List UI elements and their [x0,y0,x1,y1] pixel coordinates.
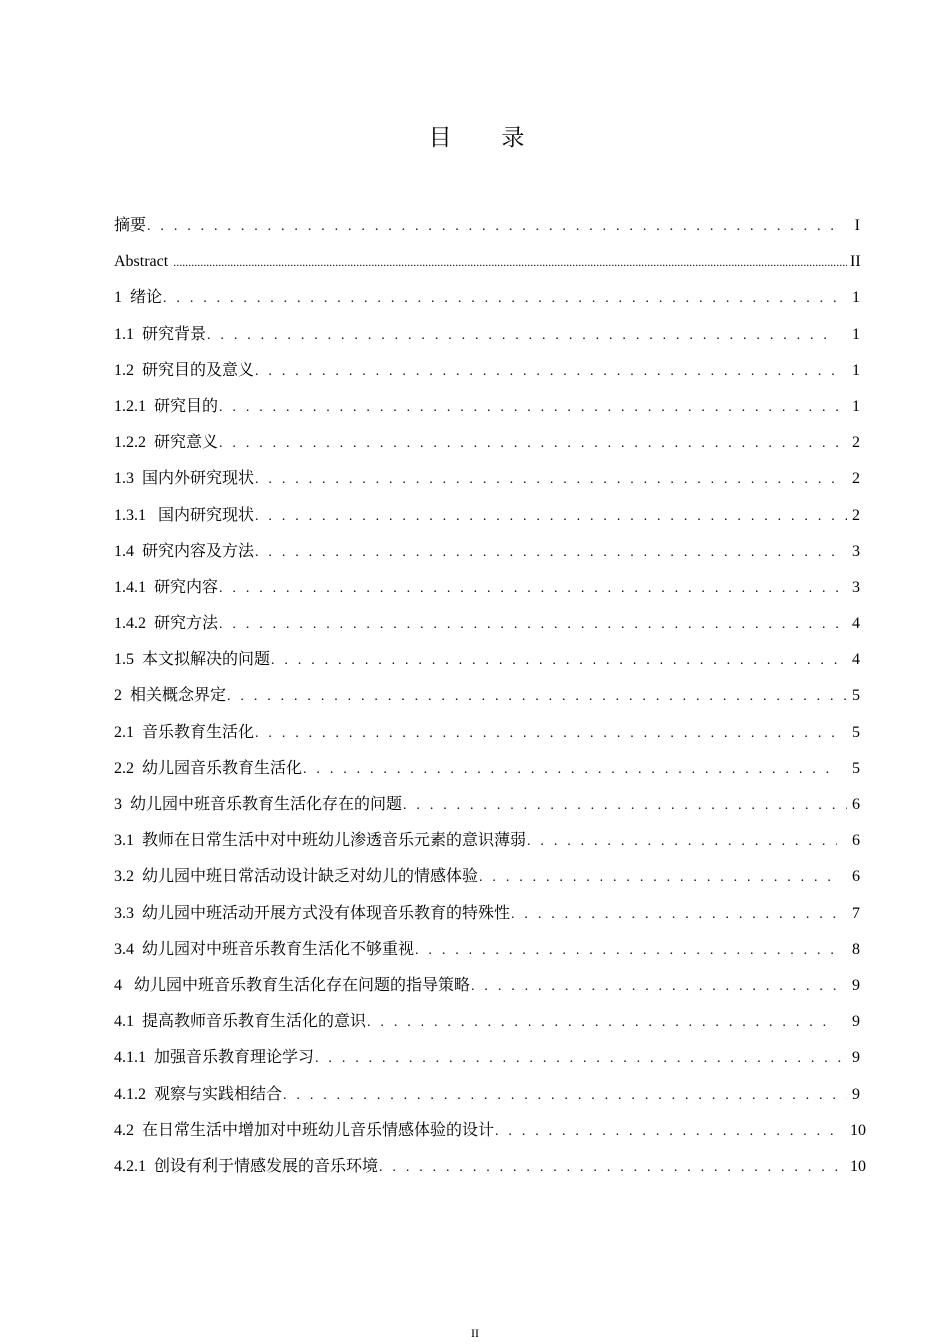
toc-entry-label: 创设有利于情感发展的音乐环境 [154,1157,379,1175]
toc-entry-number: 3.1 [114,832,142,850]
toc-entry-number: 4.2 [114,1121,142,1139]
toc-entry-page: 8 [852,940,860,958]
toc-entry-page: 2 [852,470,860,488]
toc-leader-dots [367,1005,837,1041]
toc-entry[interactable] [114,389,860,425]
toc-leader-dots [219,390,847,426]
toc-entry[interactable] [114,425,860,461]
toc-entry[interactable] [114,678,860,714]
toc-entry-page: 6 [852,832,860,850]
toc-leader-dots [255,499,847,535]
toc-entry-page: 4 [852,615,860,633]
toc-entry-number: 2.2 [114,759,142,777]
toc-entry-label: 相关概念界定 [130,687,227,705]
toc-leader-dots [471,969,847,1005]
toc-entry-page: 1 [852,361,860,379]
toc-entry-page: 2 [852,434,860,452]
toc-entry-page: 9 [852,976,860,994]
toc-entry-page: 9 [852,1049,860,1067]
toc-entry-label: 音乐教育生活化 [142,723,255,741]
toc-entry[interactable] [114,787,860,823]
toc-entry-label: 研究内容及方法 [142,542,255,560]
toc-entry-page: 4 [852,651,860,669]
toc-entry-page: 9 [852,1085,860,1103]
toc-leader-dots [479,860,837,896]
toc-entry-label: 研究目的及意义 [142,361,255,379]
toc-entry-number: 1.2.1 [114,397,154,415]
toc-entry-number: 3.4 [114,940,142,958]
toc-entry-page: 5 [852,723,860,741]
toc-entry-label: 观察与实践相结合 [154,1085,283,1103]
toc-entry[interactable] [114,715,860,751]
toc-entry-label: 提高教师音乐教育生活化的意识 [142,1013,367,1031]
toc-entry-page: II [850,253,861,271]
toc-entry[interactable] [114,932,860,968]
toc-entry-number: 1.3.1 [114,506,158,524]
toc-entry-label: 摘要 [114,217,147,234]
toc-entry[interactable] [114,968,860,1004]
toc-leader-dots [303,752,837,788]
toc-entry-number: 1.5 [114,651,142,669]
toc-entry-page: I [854,217,860,234]
toc-entry-label: 本文拟解决的问题 [142,651,271,669]
toc-leader-dots [283,1078,847,1114]
toc-entry[interactable] [114,208,860,244]
toc-entry-page: 7 [852,904,860,922]
toc-entry-number: 4.1.2 [114,1085,154,1103]
toc-leader-dots [255,354,837,390]
toc-entry-page: 9 [852,1013,860,1031]
toc-entry-label: 幼儿园中班音乐教育生活化存在问题的指导策略 [134,976,471,994]
toc-entry-number: 4.2.1 [114,1157,154,1175]
toc-entry[interactable] [114,1149,866,1185]
footer-page-number: II [471,1326,479,1340]
toc-leader-dots [255,535,837,571]
toc-entry[interactable] [114,280,860,316]
toc-entry-page: 3 [852,542,860,560]
toc-entry-label: 研究意义 [154,434,219,452]
toc-entry-label: 幼儿园中班活动开展方式没有体现音乐教育的特殊性 [142,904,511,922]
toc-entry-number: 1.1 [114,325,142,343]
toc-entry-label: 研究方法 [154,615,219,633]
toc-entry-number: 1.4.2 [114,615,154,633]
toc-entry-label: 研究内容 [154,578,219,596]
toc-entry[interactable] [114,244,860,280]
toc-leader-dots [527,824,837,860]
toc-entry-number: 2.1 [114,723,142,741]
toc-entry[interactable] [114,534,860,570]
toc-entry-page: 1 [852,397,860,415]
toc-entry-page: 10 [850,1157,866,1175]
toc-entry-label: 绪论 [130,289,163,307]
toc-entry-label: Abstract [114,253,173,271]
toc-entry[interactable] [114,751,860,787]
toc-leader-dots [147,209,837,245]
toc-entry-number: 4.1.1 [114,1049,154,1067]
toc-leader-dots [255,716,837,752]
toc-leader-dots [219,426,847,462]
toc-leader-dots [227,679,847,715]
toc-entry-number: 4.1 [114,1013,142,1031]
toc-entry-page: 6 [852,796,860,813]
toc-entry-label: 幼儿园中班日常活动设计缺乏对幼儿的情感体验 [142,868,479,886]
toc-entry[interactable] [114,1113,866,1149]
toc-entry-number: 3.3 [114,904,142,922]
toc-entry-label: 国内研究现状 [158,506,255,524]
toc-entry-label: 幼儿园音乐教育生活化 [142,759,303,777]
page-title: 目 录 [428,125,547,150]
toc-entry[interactable] [114,896,860,932]
toc-leader-dots [379,1150,847,1186]
toc-entry[interactable] [114,570,860,606]
toc-entry-page: 5 [852,687,860,705]
toc-entry-number: 3 [114,796,130,813]
toc-entry-page: 5 [852,759,860,777]
toc-entry[interactable] [114,1077,860,1113]
toc-entry[interactable] [114,498,860,534]
toc-entry-number: 1.4.1 [114,578,154,596]
toc-leader-dots [403,788,847,824]
toc-entry-label: 幼儿园中班音乐教育生活化存在的问题 [130,796,403,813]
toc-entry[interactable] [114,317,860,353]
toc-leader-dots [495,1114,837,1150]
toc-leader-dots [255,462,837,498]
toc-entry-page: 1 [852,325,860,343]
toc-entry[interactable] [114,1004,860,1040]
toc-entry-label: 教师在日常生活中对中班幼儿渗透音乐元素的意识薄弱 [142,832,527,850]
toc-leader-dots [207,318,837,354]
toc-entry[interactable] [114,353,860,389]
toc-leader-dots [415,933,837,969]
toc-leader-dots [173,244,847,280]
toc-entry[interactable] [114,461,860,497]
toc-leader-dots [271,643,837,679]
toc-entry-page: 1 [852,289,860,307]
toc-leader-dots [163,281,847,317]
toc-entry[interactable] [114,1040,860,1076]
toc-entry-page: 2 [852,506,860,524]
toc-leader-dots [219,607,847,643]
toc-entry-label: 研究背景 [142,325,207,343]
toc-entry[interactable] [114,606,860,642]
toc-entry-number: 1.3 [114,470,142,488]
toc-entry-number: 2 [114,687,130,705]
toc-entry-number: 3.2 [114,868,142,886]
toc-entry-label: 研究目的 [154,397,219,415]
toc-entry-page: 10 [850,1121,866,1139]
toc-entry-page: 6 [852,868,860,886]
toc-entry[interactable] [114,823,860,859]
toc-entry[interactable] [114,859,860,895]
toc-entry-number: 1 [114,289,130,307]
toc-leader-dots [219,571,847,607]
toc-entry-label: 幼儿园对中班音乐教育生活化不够重视 [142,940,415,958]
toc-leader-dots [511,897,837,933]
toc-entry-label: 在日常生活中增加对中班幼儿音乐情感体验的设计 [142,1121,495,1139]
table-of-contents [114,208,866,1185]
toc-entry-number: 1.2 [114,361,142,379]
toc-entry-label: 国内外研究现状 [142,470,255,488]
toc-entry-number: 4 [114,976,134,994]
toc-entry-label: 加强音乐教育理论学习 [154,1049,315,1067]
toc-entry-page: 3 [852,578,860,596]
toc-entry-number: 1.2.2 [114,434,154,452]
toc-leader-dots [315,1041,847,1077]
toc-entry[interactable] [114,642,860,678]
toc-entry-number: 1.4 [114,542,142,560]
